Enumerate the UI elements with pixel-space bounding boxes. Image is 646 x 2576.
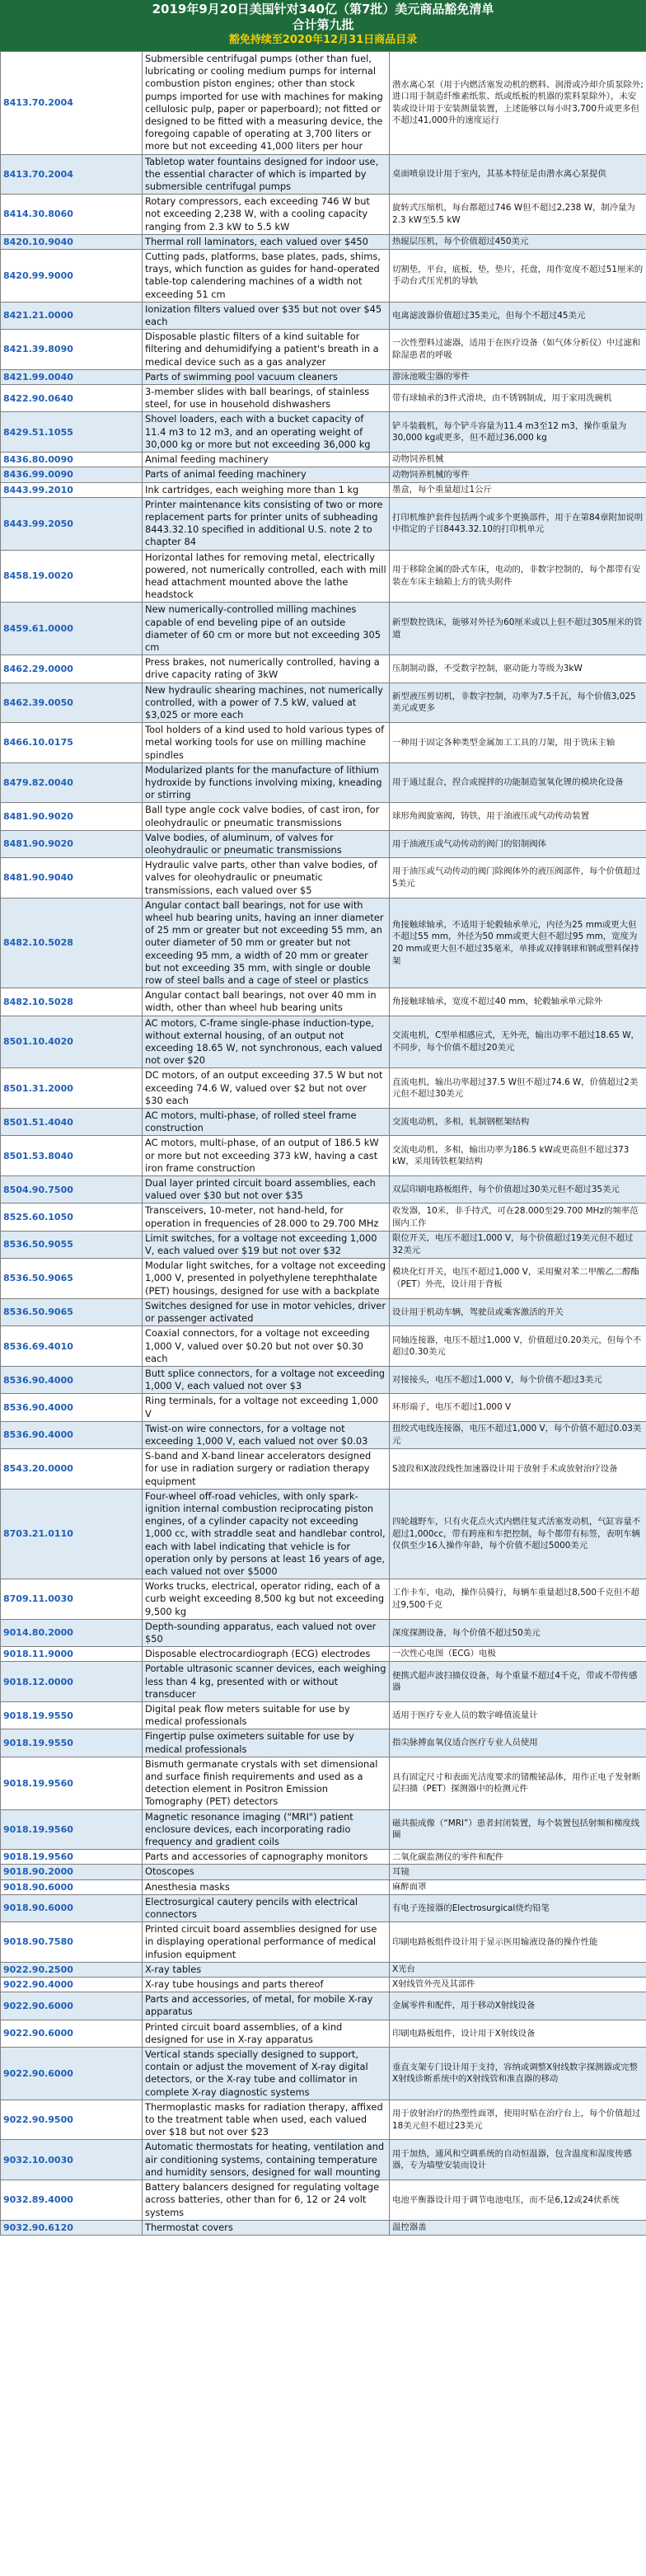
table-row [1, 898, 646, 988]
table-row [1, 655, 646, 683]
hts-code-cell: 8421.99.0040 [1, 369, 143, 384]
hts-code-cell: 8536.90.4000 [1, 1394, 143, 1421]
table-row [1, 1579, 646, 1620]
hts-code-cell: 9018.19.9550 [1, 1701, 143, 1729]
chinese-description-cell: 用于通过混合，捏合或搅拌的功能制造氢氧化锂的模块化设备 [390, 762, 646, 803]
english-description-cell: Submersible centrifugal pumps (other than fuel, lubricating or cooling medium pumps for internal combustion piston engines; other than stock pumps imported for use with machines for making cellulosic pulp, paper or paperboard); not fitted or designed to be fitted with a measuring device, the foregoing capable of operating at 3,700 liters or more but not exceeding 41,000 liters per hour [143, 52, 390, 155]
hts-code-cell: 8481.90.9020 [1, 803, 143, 830]
english-description-cell: Tool holders of a kind used to hold various types of metal working tools for use on milling machine spindles [143, 723, 390, 763]
table-row [1, 1298, 646, 1326]
english-description-cell: 3-member slides with ball bearings, of stainless steel, for use in household dishwashers [143, 385, 390, 412]
chinese-description-cell: 压制制动器，不受数字控制，驱动能力等级为3kW [390, 655, 646, 683]
table-row [1, 195, 646, 235]
chinese-description-cell: 工作卡车，电动，操作员骑行，每辆车重量超过8,500千克但不超过9,500千克 [390, 1579, 646, 1620]
hts-code-cell: 9014.80.2000 [1, 1619, 143, 1646]
table-row [1, 762, 646, 803]
table-row [1, 302, 646, 329]
chinese-description-cell: 二氧化碳监测仪的零件和配件 [390, 1850, 646, 1865]
english-description-cell: Transceivers, 10-meter, not hand-held, for operation in frequencies of 28.000 to 29.700 MHz [143, 1204, 390, 1231]
page-header [0, 0, 646, 51]
english-description-cell: Coaxial connectors, for a voltage not exceeding 1,000 V, valued over $0.20 but not over $0.30 each [143, 1326, 390, 1367]
chinese-description-cell: 用于移除金属的卧式车床，电动的，非数字控制的，每个都带有安装在车床主轴箱上方的铣头附件 [390, 550, 646, 603]
english-description-cell: Bismuth germanate crystals with set dimensional and surface finish requirements and used as a detection element in Positron Emission Tomography (PET) detectors [143, 1757, 390, 1809]
english-description-cell: Modular light switches, for a voltage not exceeding 1,000 V, presented in polyethylene terephthalate (PET) housings, designed for use with a backplate [143, 1259, 390, 1299]
english-description-cell: Horizontal lathes for removing metal, electrically powered, not numerically controlled, each with mill head attachment mounted above the lathe headstock [143, 550, 390, 603]
chinese-description-cell: 交流电机，C型单相感应式，无外壳，输出功率不超过18.65 W，不同步，每个价值不超过20美元 [390, 1016, 646, 1068]
hts-code-cell: 8436.80.0090 [1, 453, 143, 467]
hts-code-cell: 8459.61.0000 [1, 603, 143, 655]
english-description-cell: Animal feeding machinery [143, 453, 390, 467]
hts-code-cell: 8536.90.4000 [1, 1421, 143, 1448]
chinese-description-cell: 具有固定尺寸和表面光洁度要求的锗酸铋晶体，用作正电子发射断层扫描（PET）探测器中的检测元件 [390, 1757, 646, 1809]
table-row [1, 723, 646, 763]
table-row [1, 2180, 646, 2221]
chinese-description-cell: 游泳池吸尘器的零件 [390, 369, 646, 384]
english-description-cell: Modularized plants for the manufacture of lithium hydroxide by functions involving mixing, kneading or stirring [143, 762, 390, 803]
english-description-cell: Ring terminals, for a voltage not exceeding 1,000 V [143, 1394, 390, 1421]
table-row [1, 1757, 646, 1809]
table-row [1, 385, 646, 412]
hts-code-cell: 9032.10.0030 [1, 2140, 143, 2180]
table-row [1, 1366, 646, 1393]
english-description-cell: Butt splice connectors, for a voltage not exceeding 1,000 V, each valued not over $3 [143, 1366, 390, 1393]
chinese-description-cell: 一次性塑料过滤器，适用于在医疗设备（如气体分析仪）中过滤和除湿患者的呼吸 [390, 330, 646, 370]
chinese-description-cell: 磁共振成像（“MRI”）患者封闭装置，每个装置包括射频和梯度线圈 [390, 1809, 646, 1850]
chinese-description-cell: 同轴连接器，电压不超过1,000 V，价值超过0.20美元，但每个不超过0.30美元 [390, 1326, 646, 1367]
english-description-cell: Parts of swimming pool vacuum cleaners [143, 369, 390, 384]
table-row [1, 2048, 646, 2100]
english-description-cell: Four-wheel off-road vehicles, with only spark-ignition internal combustion reciprocating piston engines, of a cylinder capacity not exceeding 1,000 cc, with straddle seat and handlebar control, each with label indicating that vehicle is for operation only by persons at least 16 years of age, each valued not over $5000 [143, 1489, 390, 1579]
chinese-description-cell: 切割垫，平台，底板，垫，垫片，托盘，用作宽度不超过51厘米的手动台式压光机的导轨 [390, 250, 646, 303]
english-description-cell: Tabletop water fountains designed for indoor use, the essential character of which is imparted by submersible centrifugal pumps [143, 154, 390, 195]
table-row [1, 1489, 646, 1579]
chinese-description-cell: 便携式超声波扫描仪设备，每个重量不超过4千克，带或不带传感器 [390, 1662, 646, 1702]
chinese-description-cell: 印刷电路板组件，设计用于X射线设备 [390, 2020, 646, 2047]
chinese-description-cell: 金属零件和配件，用于移动X射线设备 [390, 1992, 646, 2020]
english-description-cell: Portable ultrasonic scanner devices, each weighing less than 4 kg, presented with or without transducer [143, 1662, 390, 1702]
english-description-cell: Thermal roll laminators, each valued over $450 [143, 234, 390, 249]
hts-code-cell: 9018.12.0000 [1, 1662, 143, 1702]
table-row [1, 1962, 646, 1977]
english-description-cell: Printer maintenance kits consisting of two or more replacement parts for printer units of subheading 8443.32.10 specified in additional U.S. note 2 to chapter 84 [143, 497, 390, 550]
english-description-cell: Twist-on wire connectors, for a voltage not exceeding 1,000 V, each valued not over $0.03 [143, 1421, 390, 1448]
english-description-cell: Dual layer printed circuit board assemblies, each valued over $30 but not over $35 [143, 1176, 390, 1204]
chinese-description-cell: 麻醉面罩 [390, 1879, 646, 1894]
chinese-description-cell: 电离滤波器价值超过35美元，但每个不超过45美元 [390, 302, 646, 329]
table-row [1, 482, 646, 497]
hts-code-cell: 8501.10.4020 [1, 1016, 143, 1068]
english-description-cell: Parts of animal feeding machinery [143, 467, 390, 482]
table-row [1, 1068, 646, 1109]
hts-code-cell: 8443.99.2010 [1, 482, 143, 497]
english-description-cell: New numerically-controlled milling machines capable of end beveling pipe of an outside diameter of 60 cm or more but not exceeding 305 cm [143, 603, 390, 655]
english-description-cell: Disposable plastic filters of a kind suitable for filtering and dehumidifying a patient's breath in a medical device such as a gas analyzer [143, 330, 390, 370]
hts-code-cell: 9018.19.9560 [1, 1809, 143, 1850]
table-row [1, 154, 646, 195]
chinese-description-cell: 旋转式压缩机，每台都超过746 W但不超过2,238 W，制冷量为2.3 kW至5.5 kW [390, 195, 646, 235]
hts-code-cell: 9018.11.9000 [1, 1647, 143, 1662]
hts-code-cell: 8536.50.9065 [1, 1298, 143, 1326]
hts-code-cell: 8482.10.5028 [1, 898, 143, 988]
hts-code-cell: 8703.21.0110 [1, 1489, 143, 1579]
chinese-description-cell: 带有球轴承的3件式滑块，由不锈钢制成，用于家用洗碗机 [390, 385, 646, 412]
english-description-cell: Angular contact ball bearings, not over 40 mm in width, other than wheel hub bearing units [143, 988, 390, 1016]
hts-code-cell: 8420.99.9000 [1, 250, 143, 303]
exclusion-table [0, 51, 646, 2236]
table-row [1, 1992, 646, 2020]
chinese-description-cell: 限位开关，电压不超过1,000 V，每个价值超过19美元但不超过32美元 [390, 1231, 646, 1258]
chinese-description-cell: 一次性心电图（ECG）电极 [390, 1647, 646, 1662]
chinese-description-cell: 垂直支架专门设计用于支持，容纳或调整X射线数字探测器或完整X射线诊断系统中的X射线管和准直器的移动 [390, 2048, 646, 2100]
table-row [1, 234, 646, 249]
table-row [1, 1394, 646, 1421]
hts-code-cell: 8414.30.8060 [1, 195, 143, 235]
hts-code-cell: 8458.19.0020 [1, 550, 143, 603]
chinese-description-cell: S波段和X波段线性加速器设计用于放射手术或放射治疗设备 [390, 1449, 646, 1490]
chinese-description-cell: 指尖脉搏血氧仪适合医疗专业人员使用 [390, 1729, 646, 1757]
table-row [1, 1109, 646, 1136]
hts-code-cell: 8420.10.9040 [1, 234, 143, 249]
hts-code-cell: 8422.90.0640 [1, 385, 143, 412]
table-row [1, 1647, 646, 1662]
table-row [1, 330, 646, 370]
table-row [1, 1809, 646, 1850]
table-row [1, 1865, 646, 1879]
english-description-cell: X-ray tables [143, 1962, 390, 1977]
english-description-cell: Angular contact ball bearings, not for use with wheel hub bearing units, having an inner diameter of 25 mm or greater but not exceeding 55 mm, an outer diameter of 50 mm or greater but not exceeding 95 mm, a width of 20 mm or greater but not exceeding 35 mm, with single or double row of steel balls and a cage of steel or plastics [143, 898, 390, 988]
chinese-description-cell: 角接触球轴承，宽度不超过40 mm，轮毂轴承单元除外 [390, 988, 646, 1016]
hts-code-cell: 9032.89.4000 [1, 2180, 143, 2221]
english-description-cell: Parts and accessories, of metal, for mobile X-ray apparatus [143, 1992, 390, 2020]
english-description-cell: Ball type angle cock valve bodies, of cast iron, for oleohydraulic or pneumatic transmissions [143, 803, 390, 830]
chinese-description-cell: 动物饲养机械的零件 [390, 467, 646, 482]
chinese-description-cell: 一种用于固定各种类型金属加工工具的刀架，用于铣床主轴 [390, 723, 646, 763]
table-row [1, 988, 646, 1016]
hts-code-cell: 8501.51.4040 [1, 1109, 143, 1136]
hts-code-cell: 9018.19.9560 [1, 1850, 143, 1865]
hts-code-cell: 9018.90.6000 [1, 1894, 143, 1921]
hts-code-cell: 8436.99.0090 [1, 467, 143, 482]
hts-code-cell: 8421.21.0000 [1, 302, 143, 329]
table-row [1, 369, 646, 384]
chinese-description-cell: 深度探测设备，每个价值不超过50美元 [390, 1619, 646, 1646]
chinese-description-cell: X光台 [390, 1962, 646, 1977]
hts-code-cell: 8536.50.9055 [1, 1231, 143, 1258]
hts-code-cell: 9018.19.9560 [1, 1757, 143, 1809]
chinese-description-cell: 桌面喷泉设计用于室内，其基本特征是由潜水离心泵提供 [390, 154, 646, 195]
english-description-cell: Thermostat covers [143, 2220, 390, 2235]
hts-code-cell: 8413.70.2004 [1, 52, 143, 155]
table-row [1, 250, 646, 303]
english-description-cell: AC motors, C-frame single-phase induction-type, without external housing, of an output not exceeding 18.65 W, not synchronous, each valued not over $20 [143, 1016, 390, 1068]
chinese-description-cell: 双层印刷电路板组件，每个价值超过30美元但不超过35美元 [390, 1176, 646, 1204]
table-row [1, 1016, 646, 1068]
hts-code-cell: 9022.90.2500 [1, 1962, 143, 1977]
hts-code-cell: 8462.29.0000 [1, 655, 143, 683]
english-description-cell: Depth-sounding apparatus, each valued not over $50 [143, 1619, 390, 1646]
english-description-cell: Ink cartridges, each weighing more than 1 kg [143, 482, 390, 497]
english-description-cell: Press brakes, not numerically controlled, having a drive capacity rating of 3kW [143, 655, 390, 683]
chinese-description-cell: 交流电动机，多相，轧制钢框架结构 [390, 1109, 646, 1136]
english-description-cell: Thermoplastic masks for radiation therapy, affixed to the treatment table when used, each valued over $18 but not over $23 [143, 2100, 390, 2140]
chinese-description-cell: 环形端子，电压不超过1,000 V [390, 1394, 646, 1421]
hts-code-cell: 8466.10.0175 [1, 723, 143, 763]
hts-code-cell: 9022.90.6000 [1, 1992, 143, 2020]
english-description-cell: Electrosurgical cautery pencils with electrical connectors [143, 1894, 390, 1921]
table-row [1, 1176, 646, 1204]
table-row [1, 1326, 646, 1367]
hts-code-cell: 9022.90.6000 [1, 2048, 143, 2100]
english-description-cell: Disposable electrocardiograph (ECG) electrodes [143, 1647, 390, 1662]
chinese-description-cell: 用于油液压或气动传动的阀门的铝制阀体 [390, 830, 646, 857]
hts-code-cell: 8443.99.2050 [1, 497, 143, 550]
table-row [1, 1729, 646, 1757]
english-description-cell: Rotary compressors, each exceeding 746 W but not exceeding 2,238 W, with a cooling capacity ranging from 2.3 kW to 5.5 kW [143, 195, 390, 235]
english-description-cell: Hydraulic valve parts, other than valve bodies, of valves for oleohydraulic or pneumatic transmissions, each valued over $5 [143, 858, 390, 899]
chinese-description-cell: 新型数控铣床，能够对外径为60厘米或以上但不超过305厘米的管道 [390, 603, 646, 655]
table-row [1, 1850, 646, 1865]
table-row [1, 467, 646, 482]
hts-code-cell: 9022.90.6000 [1, 2020, 143, 2047]
hts-code-cell: 8462.39.0050 [1, 683, 143, 723]
table-row [1, 2020, 646, 2047]
english-description-cell: Battery balancers designed for regulating voltage across batteries, other than for 6, 12 or 24 volt systems [143, 2180, 390, 2221]
hts-code-cell: 8481.90.9040 [1, 858, 143, 899]
english-description-cell: Ionization filters valued over $35 but not over $45 each [143, 302, 390, 329]
english-description-cell: Shovel loaders, each with a bucket capacity of 11.4 m3 to 12 m3, and an operating weight of 30,000 kg or more but not exceeding 36,000 kg [143, 412, 390, 453]
table-row [1, 683, 646, 723]
hts-code-cell: 8413.70.2004 [1, 154, 143, 195]
table-row [1, 1231, 646, 1258]
hts-code-cell: 8536.69.4010 [1, 1326, 143, 1367]
hts-code-cell: 8429.51.1055 [1, 412, 143, 453]
english-description-cell: Automatic thermostats for heating, ventilation and air conditioning systems, containing temperature and humidity sensors, designed for wall mounting [143, 2140, 390, 2180]
english-description-cell: Cutting pads, platforms, base plates, pads, shims, trays, which function as guides for hand-operated table-top calendering machines of a width not exceeding 51 cm [143, 250, 390, 303]
chinese-description-cell: 用于放射治疗的热塑性面罩，使用时贴在治疗台上，每个价值超过18美元但不超过23美元 [390, 2100, 646, 2140]
chinese-description-cell: 耳镜 [390, 1865, 646, 1879]
page-title: 2019年9月20日美国针对340亿（第7批）美元商品豁免清单 [152, 2, 494, 16]
page-subtitle-highlight: 豁免持续至2020年12月31日商品目录 [228, 34, 418, 46]
table-row [1, 803, 646, 830]
hts-code-cell: 8501.53.8040 [1, 1136, 143, 1176]
table-row [1, 1259, 646, 1299]
table-row [1, 1204, 646, 1231]
chinese-description-cell: 直流电机，输出功率超过37.5 W但不超过74.6 W，价值超过2美元但不超过30美元 [390, 1068, 646, 1109]
chinese-description-cell: 有电子连接器的Electrosurgical烧灼铅笔 [390, 1894, 646, 1921]
hts-code-cell: 9032.90.6120 [1, 2220, 143, 2235]
chinese-description-cell: 交流电动机，多相，输出功率为186.5 kW或更高但不超过373 kW，采用铸铁框架结构 [390, 1136, 646, 1176]
english-description-cell: X-ray tube housings and parts thereof [143, 1978, 390, 1992]
hts-code-cell: 9018.90.2000 [1, 1865, 143, 1879]
table-row [1, 550, 646, 603]
table-row [1, 2140, 646, 2180]
table-row [1, 52, 646, 155]
english-description-cell: Works trucks, electrical, operator riding, each of a curb weight exceeding 8,500 kg but not exceeding 9,500 kg [143, 1579, 390, 1620]
hts-code-cell: 8479.82.0040 [1, 762, 143, 803]
table-row [1, 453, 646, 467]
hts-code-cell: 8481.90.9020 [1, 830, 143, 857]
chinese-description-cell: 扭绞式电线连接器，电压不超过1,000 V，每个价值不超过0.03美元 [390, 1421, 646, 1448]
chinese-description-cell: 球形角阀旋塞阀，铸铁，用于油液压或气动传动装置 [390, 803, 646, 830]
table-row [1, 603, 646, 655]
chinese-description-cell: 温控器盖 [390, 2220, 646, 2235]
table-row [1, 830, 646, 857]
hts-code-cell: 8482.10.5028 [1, 988, 143, 1016]
english-description-cell: Magnetic resonance imaging ("MRI") patient enclosure devices, each incorporating radio frequency and gradient coils [143, 1809, 390, 1850]
chinese-description-cell: 电池平衡器设计用于调节电池电压，而不是6,12或24伏系统 [390, 2180, 646, 2221]
page-subtitle: 合计第九批 [292, 17, 354, 32]
table-row [1, 2220, 646, 2235]
chinese-description-cell: 印刷电路板组件设计用于显示医用输液设备的操作性能 [390, 1922, 646, 1963]
chinese-description-cell: 热辊层压机，每个价值超过450美元 [390, 234, 646, 249]
english-description-cell: S-band and X-band linear accelerators designed for use in radiation surgery or radiation therapy equipment [143, 1449, 390, 1490]
english-description-cell: Anesthesia masks [143, 1879, 390, 1894]
table-row [1, 858, 646, 899]
chinese-description-cell: X射线管外壳及其部件 [390, 1978, 646, 1992]
english-description-cell: AC motors, multi-phase, of an output of 186.5 kW or more but not exceeding 373 kW, having a cast iron frame construction [143, 1136, 390, 1176]
hts-code-cell: 8543.20.0000 [1, 1449, 143, 1490]
table-row [1, 497, 646, 550]
english-description-cell: Vertical stands specially designed to support, contain or adjust the movement of X-ray digital detectors, or the X-ray tube and collimator in complete X-ray diagnostic systems [143, 2048, 390, 2100]
chinese-description-cell: 动物饲养机械 [390, 453, 646, 467]
chinese-description-cell: 打印机维护套件包括两个或多个更换部件，用于在第84章附加说明中指定的子目8443.32.10的打印机单元 [390, 497, 646, 550]
chinese-description-cell: 角接触球轴承，不适用于轮毂轴承单元，内径为25 mm或更大但不超过55 mm，外径为50 mm或更大但不超过95 mm，宽度为20 mm或更大但不超过35毫米，单排或双排钢球和钢或塑料保持架 [390, 898, 646, 988]
table-row [1, 1449, 646, 1490]
table-row [1, 1421, 646, 1448]
english-description-cell: Printed circuit board assemblies designed for use in displaying operational performance of medical infusion equipment [143, 1922, 390, 1963]
table-row [1, 2100, 646, 2140]
english-description-cell: Fingertip pulse oximeters suitable for use by medical professionals [143, 1729, 390, 1757]
table-row [1, 1879, 646, 1894]
table-row [1, 1136, 646, 1176]
chinese-description-cell: 墨盒，每个重量超过1公斤 [390, 482, 646, 497]
chinese-description-cell: 设计用于机动车辆，驾驶员或乘客激活的开关 [390, 1298, 646, 1326]
table-row [1, 1662, 646, 1702]
table-row [1, 1894, 646, 1921]
table-row [1, 1978, 646, 1992]
table-row [1, 1619, 646, 1646]
chinese-description-cell: 用于加热，通风和空调系统的自动恒温器，包含温度和湿度传感器，专为墙壁安装而设计 [390, 2140, 646, 2180]
chinese-description-cell: 铲斗装载机，每个铲斗容量为11.4 m3至12 m3，操作重量为30,000 kg或更多，但不超过36,000 kg [390, 412, 646, 453]
english-description-cell: Digital peak flow meters suitable for use by medical professionals [143, 1701, 390, 1729]
hts-code-cell: 8421.39.8090 [1, 330, 143, 370]
chinese-description-cell: 对接接头，电压不超过1,000 V，每个价值不超过3美元 [390, 1366, 646, 1393]
table-row [1, 412, 646, 453]
table-row [1, 1922, 646, 1963]
exclusion-table-body [1, 52, 646, 2236]
english-description-cell: AC motors, multi-phase, of rolled steel frame construction [143, 1109, 390, 1136]
english-description-cell: Otoscopes [143, 1865, 390, 1879]
hts-code-cell: 8709.11.0030 [1, 1579, 143, 1620]
chinese-description-cell: 四轮越野车，只有火花点火式内燃往复式活塞发动机，气缸容量不超过1,000cc，带有跨座和车把控制，每个都带有标签，表明车辆仅供至少16人操作年龄，每个价值不超过5000美元 [390, 1489, 646, 1579]
english-description-cell: Switches designed for use in motor vehicles, driver or passenger activated [143, 1298, 390, 1326]
english-description-cell: Parts and accessories of capnography monitors [143, 1850, 390, 1865]
hts-code-cell: 8504.90.7500 [1, 1176, 143, 1204]
hts-code-cell: 9018.90.7580 [1, 1922, 143, 1963]
chinese-description-cell: 潜水离心泵（用于内燃活塞发动机的燃料、润滑或冷却介质泵除外;进口用于制造纤维素纸浆、纸或纸板的机器的浆料泵除外），未安装或设计用于安装测量装置，上述能够以每小时3,700升或更多但不超过41,000升的速度运行 [390, 52, 646, 155]
hts-code-cell: 8525.60.1050 [1, 1204, 143, 1231]
hts-code-cell: 9018.19.9550 [1, 1729, 143, 1757]
english-description-cell: DC motors, of an output exceeding 37.5 W but not exceeding 74.6 W, valued over $2 but not over $30 each [143, 1068, 390, 1109]
english-description-cell: Printed circuit board assemblies, of a kind designed for use in X-ray apparatus [143, 2020, 390, 2047]
hts-code-cell: 8536.50.9065 [1, 1259, 143, 1299]
hts-code-cell: 8536.90.4000 [1, 1366, 143, 1393]
chinese-description-cell: 收发器，10米，非手持式，可在28.000至29.700 MHz的频率范围内工作 [390, 1204, 646, 1231]
table-row [1, 1701, 646, 1729]
hts-code-cell: 9022.90.4000 [1, 1978, 143, 1992]
chinese-description-cell: 模块化灯开关，电压不超过1,000 V，采用聚对苯二甲酸乙二醇酯（PET）外壳，设计用于背板 [390, 1259, 646, 1299]
hts-code-cell: 8501.31.2000 [1, 1068, 143, 1109]
chinese-description-cell: 新型液压剪切机，非数字控制，功率为7.5千瓦，每个价值3,025美元或更多 [390, 683, 646, 723]
hts-code-cell: 9018.90.6000 [1, 1879, 143, 1894]
chinese-description-cell: 适用于医疗专业人员的数字峰值流量计 [390, 1701, 646, 1729]
english-description-cell: Valve bodies, of aluminum, of valves for oleohydraulic or pneumatic transmissions [143, 830, 390, 857]
english-description-cell: New hydraulic shearing machines, not numerically controlled, with a power of 7.5 kW, valued at $3,025 or more each [143, 683, 390, 723]
hts-code-cell: 9022.90.9500 [1, 2100, 143, 2140]
chinese-description-cell: 用于油压或气动传动的阀门除阀体外的液压阀部件，每个价值超过5美元 [390, 858, 646, 899]
english-description-cell: Limit switches, for a voltage not exceeding 1,000 V, each valued over $19 but not over $32 [143, 1231, 390, 1258]
